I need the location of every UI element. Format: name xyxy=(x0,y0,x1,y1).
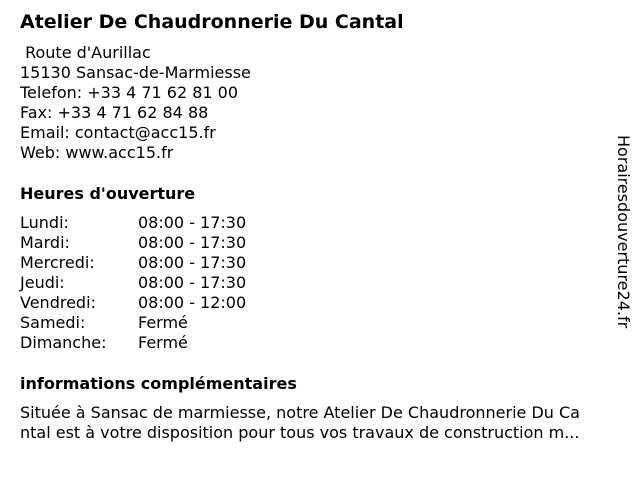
day-label: Mardi: xyxy=(20,233,70,252)
city-line: 15130 Sansac-de-Marmiesse xyxy=(20,63,251,82)
business-name: Atelier De Chaudronnerie Du Cantal xyxy=(20,11,404,33)
hours-row-tuesday xyxy=(20,233,246,253)
additional-info-heading: informations complémentaires xyxy=(20,374,297,393)
web-line: Web: www.acc15.fr xyxy=(20,143,174,162)
fax-line: Fax: +33 4 71 62 84 88 xyxy=(20,103,209,122)
day-label: Dimanche: xyxy=(20,333,107,352)
day-label: Mercredi: xyxy=(20,253,95,272)
time-value: Fermé xyxy=(138,333,188,352)
hours-row-saturday xyxy=(20,313,246,333)
day-label: Jeudi: xyxy=(20,273,65,292)
hours-row-friday xyxy=(20,293,246,313)
day-label: Vendredi: xyxy=(20,293,96,312)
hours-row-sunday xyxy=(20,333,246,353)
email-line: Email: contact@acc15.fr xyxy=(20,123,216,142)
opening-hours-heading: Heures d'ouverture xyxy=(20,184,196,203)
hours-row-wednesday xyxy=(20,253,246,273)
time-value: Fermé xyxy=(138,313,188,332)
contact-block xyxy=(20,43,251,163)
time-value: 08:00 - 17:30 xyxy=(138,253,247,272)
site-watermark: Horairesdouverture24.fr xyxy=(614,135,633,329)
hours-row-monday xyxy=(20,213,246,233)
time-value: 08:00 - 12:00 xyxy=(138,293,247,312)
info-text-line-2: ntal est à votre disposition pour tous vos travaux de construction m... xyxy=(20,423,580,442)
day-label: Lundi: xyxy=(20,213,69,232)
time-value: 08:00 - 17:30 xyxy=(138,233,247,252)
opening-hours-table xyxy=(20,213,246,353)
time-value: 08:00 - 17:30 xyxy=(138,213,247,232)
additional-info-text xyxy=(20,403,630,443)
hours-row-thursday xyxy=(20,273,246,293)
phone-line: Telefon: +33 4 71 62 81 00 xyxy=(20,83,239,102)
street-address: Route d'Aurillac xyxy=(20,43,151,62)
time-value: 08:00 - 17:30 xyxy=(138,273,247,292)
day-label: Samedi: xyxy=(20,313,86,332)
info-text-line-1: Située à Sansac de marmiesse, notre Atelier De Chaudronnerie Du Ca xyxy=(20,403,580,422)
